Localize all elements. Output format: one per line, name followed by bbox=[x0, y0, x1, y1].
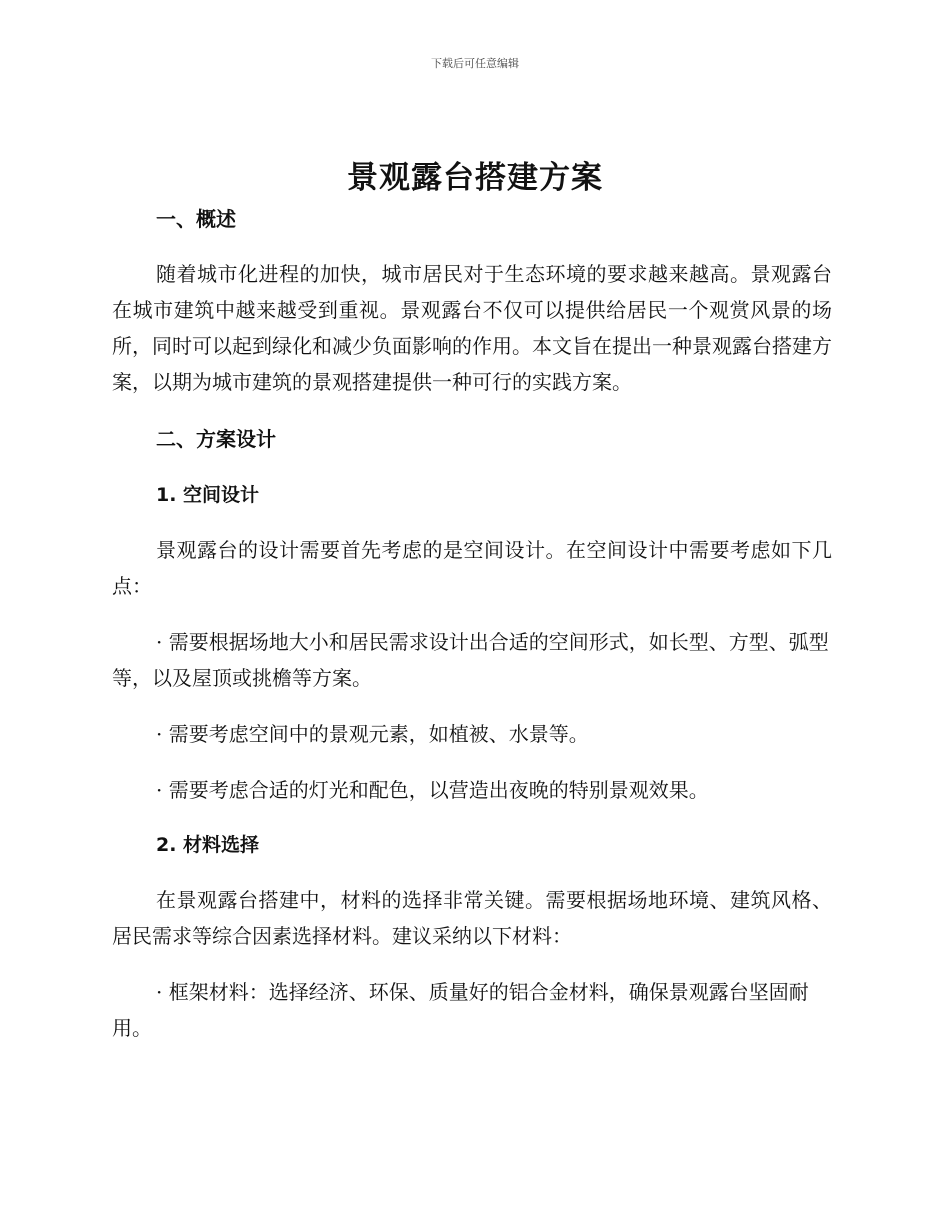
space-bullet-1: · 需要根据场地大小和居民需求设计出合适的空间形式，如长型、方型、弧型等，以及屋顶或挑檐等方案。 bbox=[112, 630, 829, 690]
space-intro-paragraph: 景观露台的设计需要首先考虑的是空间设计。在空间设计中需要考虑如下几点： bbox=[112, 538, 832, 598]
material-bullet-1: · 框架材料：选择经济、环保、质量好的铝合金材料，确保景观露台坚固耐用。 bbox=[112, 980, 809, 1040]
section-heading-overview: 一、概述 bbox=[156, 207, 236, 231]
document-body bbox=[112, 200, 832, 1046]
section-heading-design: 二、方案设计 bbox=[156, 427, 276, 451]
space-bullet-3: · 需要考虑合适的灯光和配色，以营造出夜晚的特别景观效果。 bbox=[156, 778, 709, 802]
overview-paragraph: 随着城市化进程的加快，城市居民对于生态环境的要求越来越高。景观露台在城市建筑中越来越受到重视。景观露台不仅可以提供给居民一个观赏风景的场所，同时可以起到绿化和减少负面影响的作用。本文旨在提出一种景观露台搭建方案，以期为城市建筑的景观搭建提供一种可行的实践方案。 bbox=[112, 262, 832, 394]
document-title: 景观露台搭建方案 bbox=[347, 160, 603, 196]
space-bullet-2: · 需要考虑空间中的景观元素，如植被、水景等。 bbox=[156, 722, 589, 746]
subsection-heading-space: 1. 空间设计 bbox=[156, 484, 260, 506]
header-note: 下载后可任意编辑 bbox=[431, 57, 519, 70]
subsection-heading-material: 2. 材料选择 bbox=[156, 834, 260, 856]
material-intro-paragraph: 在景观露台搭建中，材料的选择非常关键。需要根据场地环境、建筑风格、居民需求等综合因素选择材料。建议采纳以下材料： bbox=[112, 888, 832, 948]
